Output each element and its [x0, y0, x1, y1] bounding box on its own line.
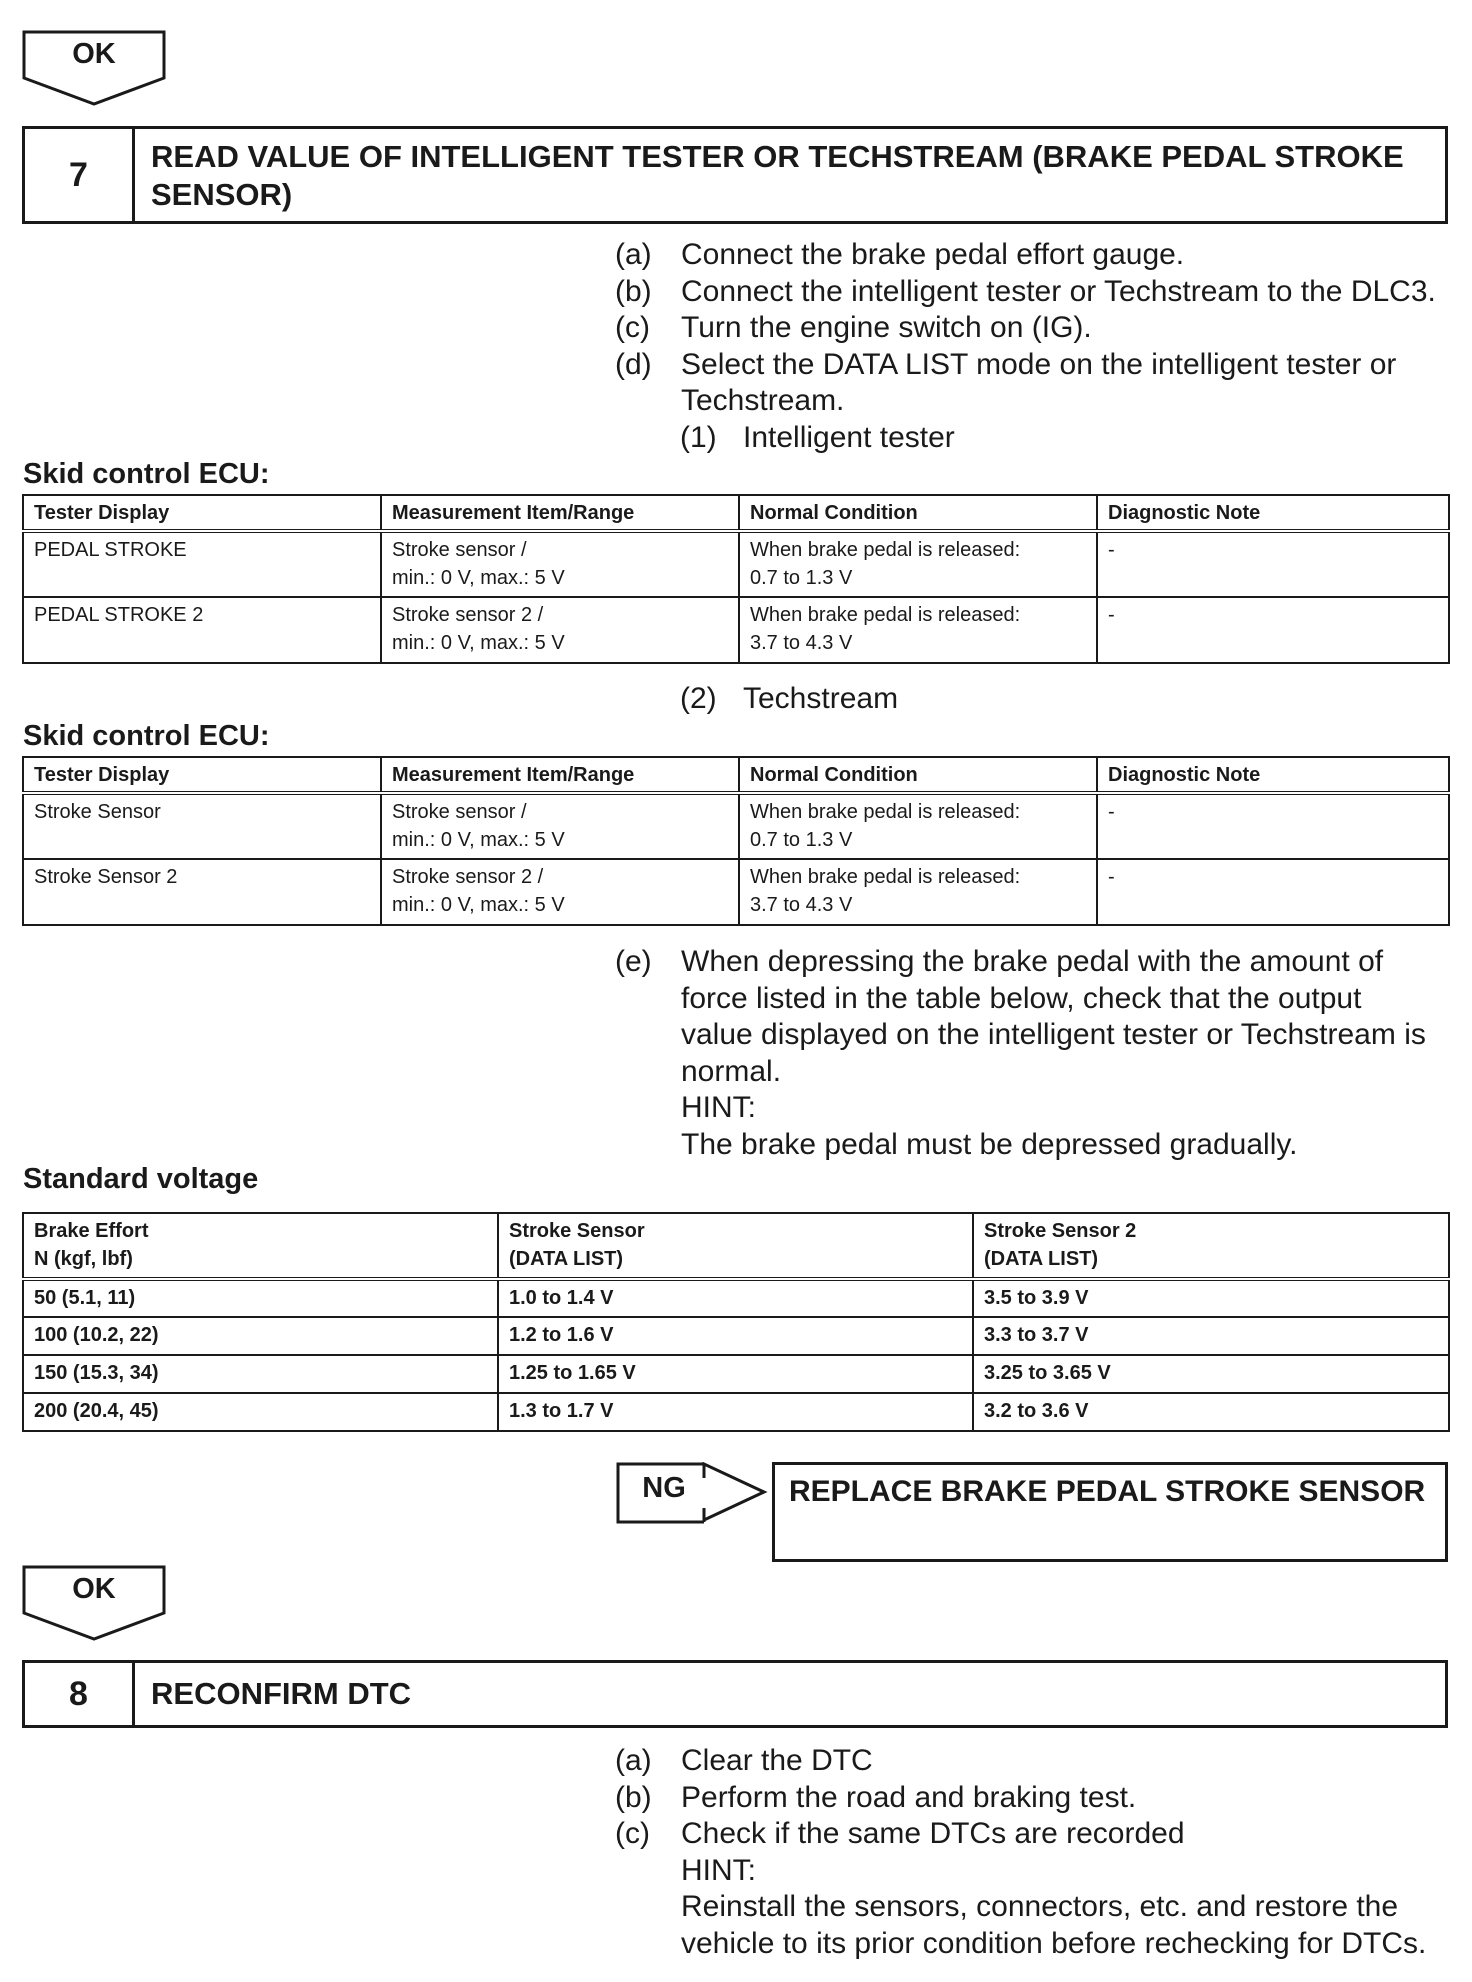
ok-flow-arrow [22, 1565, 166, 1643]
cell-line: When brake pedal is released: [750, 604, 1021, 626]
item-marker: (d) [615, 347, 652, 381]
cell-line: min.: 0 V, max.: 5 V [392, 567, 565, 589]
procedure-item [615, 1743, 1465, 1780]
step-title-line: SENSOR) [151, 177, 293, 212]
ok-flow-arrow [22, 30, 166, 108]
cell-line: 0.7 to 1.3 V [750, 829, 853, 851]
table-cell: 200 (20.4, 45) [23, 1393, 498, 1431]
procedure-item [615, 310, 1465, 347]
item-marker: (1) [680, 420, 717, 454]
table-cell [381, 859, 739, 925]
standard-voltage-table [22, 1212, 1450, 1432]
ng-flow-arrow [616, 1462, 776, 1531]
replace-sensor-action-box [772, 1462, 1448, 1562]
cell-line: When brake pedal is released: [750, 866, 1021, 888]
item-text: Techstream [743, 682, 899, 715]
table-cell: 3.5 to 3.9 V [973, 1279, 1449, 1317]
item-text: When depressing the brake pedal with the amount of [681, 945, 1384, 978]
table-cell [381, 597, 739, 663]
procedure-list [615, 1743, 1465, 1962]
column-header: Normal Condition [739, 495, 1097, 531]
item-marker: (2) [680, 682, 717, 715]
header-line: (DATA LIST) [984, 1248, 1099, 1270]
column-header: Normal Condition [739, 757, 1097, 793]
column-header [498, 1213, 973, 1279]
procedure-list [615, 681, 1465, 718]
table-header-row [23, 495, 1449, 531]
table-cell: 50 (5.1, 11) [23, 1279, 498, 1317]
action-text: REPLACE BRAKE PEDAL STROKE SENSOR [789, 1475, 1426, 1508]
table-cell: 3.3 to 3.7 V [973, 1317, 1449, 1355]
column-header: Diagnostic Note [1097, 495, 1449, 531]
table-cell: 1.3 to 1.7 V [498, 1393, 973, 1431]
table-row [23, 793, 1449, 859]
procedure-item [615, 274, 1465, 311]
step-title: RECONFIRM DTC [151, 1676, 412, 1711]
item-marker: (b) [615, 274, 652, 308]
cell-line: 0.7 to 1.3 V [750, 567, 853, 589]
item-text: force listed in the table below, check that the output [681, 981, 1362, 1015]
table-cell: - [1097, 859, 1449, 925]
item-marker: (e) [615, 945, 652, 978]
table-cell: 1.0 to 1.4 V [498, 1279, 973, 1317]
table-cell [381, 793, 739, 859]
column-header: Tester Display [23, 757, 381, 793]
hint-text: The brake pedal must be depressed gradually. [681, 1127, 1298, 1161]
column-header: Measurement Item/Range [381, 757, 739, 793]
header-line: Stroke Sensor 2 [984, 1220, 1137, 1242]
step-number: 7 [25, 129, 135, 221]
step-number: 8 [25, 1663, 135, 1725]
item-marker: (b) [615, 1780, 652, 1814]
cell-line: min.: 0 V, max.: 5 V [392, 894, 565, 916]
table-row [23, 531, 1449, 597]
item-marker: (c) [615, 1817, 650, 1850]
procedure-item [615, 237, 1465, 274]
table-cell [739, 793, 1097, 859]
step-title-line: READ VALUE OF INTELLIGENT TESTER OR TECHSTREAM (BRAKE PEDAL STROKE [151, 139, 1404, 174]
column-header [973, 1213, 1449, 1279]
cell-line: When brake pedal is released: [750, 801, 1021, 823]
skid-ecu-table-techstream [22, 756, 1450, 926]
item-text: Connect the brake pedal effort gauge. [681, 238, 1185, 271]
cell-line: 3.7 to 4.3 V [750, 632, 853, 654]
hint-text: vehicle to its prior condition before rechecking for DTCs. [681, 1926, 1427, 1960]
step-7-header [22, 126, 1448, 224]
column-header [23, 1213, 498, 1279]
table-header-row [23, 1213, 1449, 1279]
ng-label: NG [642, 1472, 686, 1504]
procedure-list [615, 237, 1465, 456]
table-row [23, 1279, 1449, 1317]
procedure-item [615, 944, 1465, 1090]
step-title [151, 138, 1431, 214]
ok-label: OK [72, 38, 116, 70]
table-row [23, 1393, 1449, 1431]
table-row [23, 1317, 1449, 1355]
table-2-label: Skid control ECU: [23, 720, 270, 752]
table-cell: Stroke Sensor [23, 793, 381, 859]
item-text: Select the DATA LIST mode on the intelligent tester or [681, 347, 1397, 381]
cell-line: Stroke sensor 2 / [392, 604, 544, 626]
table-3-label: Standard voltage [23, 1163, 259, 1195]
table-cell: 1.25 to 1.65 V [498, 1355, 973, 1393]
table-cell [739, 597, 1097, 663]
item-text: Perform the road and braking test. [681, 1780, 1137, 1814]
item-text: Techstream. [681, 384, 845, 417]
cell-line: min.: 0 V, max.: 5 V [392, 829, 565, 851]
column-header: Measurement Item/Range [381, 495, 739, 531]
table-1-label: Skid control ECU: [23, 458, 270, 490]
table-cell: - [1097, 793, 1449, 859]
hint-label: HINT: [681, 1853, 756, 1887]
table-header-row [23, 757, 1449, 793]
item-marker: (a) [615, 1744, 652, 1777]
header-line: (DATA LIST) [509, 1248, 624, 1270]
table-cell: - [1097, 531, 1449, 597]
item-text: normal. [681, 1054, 782, 1088]
hint-text: Reinstall the sensors, connectors, etc. and restore the [681, 1890, 1399, 1923]
procedure-subitem [615, 681, 1465, 718]
cell-line: Stroke sensor / [392, 801, 527, 823]
table-cell: PEDAL STROKE [23, 531, 381, 597]
item-text: Connect the intelligent tester or Techstream to the DLC3. [681, 274, 1436, 308]
item-text: Clear the DTC [681, 1744, 873, 1777]
item-text: Intelligent tester [743, 420, 955, 454]
table-cell: - [1097, 597, 1449, 663]
table-cell: PEDAL STROKE 2 [23, 597, 381, 663]
cell-line: Stroke sensor / [392, 539, 527, 561]
procedure-list [615, 944, 1465, 1163]
table-cell [739, 531, 1097, 597]
table-cell [739, 859, 1097, 925]
item-marker: (c) [615, 311, 650, 344]
item-text: Check if the same DTCs are recorded [681, 1817, 1185, 1850]
column-header: Tester Display [23, 495, 381, 531]
table-row [23, 597, 1449, 663]
hint-label: HINT: [681, 1091, 756, 1124]
procedure-item [615, 1780, 1465, 1817]
table-row [23, 1355, 1449, 1393]
table-cell [381, 531, 739, 597]
column-header: Diagnostic Note [1097, 757, 1449, 793]
table-cell: 1.2 to 1.6 V [498, 1317, 973, 1355]
table-cell: Stroke Sensor 2 [23, 859, 381, 925]
table-cell: 3.25 to 3.65 V [973, 1355, 1449, 1393]
ok-label: OK [72, 1573, 116, 1605]
header-line: N (kgf, lbf) [34, 1248, 133, 1270]
item-marker: (a) [615, 238, 652, 271]
table-cell: 150 (15.3, 34) [23, 1355, 498, 1393]
cell-line: When brake pedal is released: [750, 539, 1021, 561]
skid-ecu-table-intelligent-tester [22, 494, 1450, 664]
header-line: Stroke Sensor [509, 1220, 645, 1242]
step-8-header [22, 1660, 1448, 1728]
cell-line: 3.7 to 4.3 V [750, 894, 853, 916]
item-text: Turn the engine switch on (IG). [681, 311, 1092, 344]
cell-line: Stroke sensor 2 / [392, 866, 544, 888]
table-cell: 100 (10.2, 22) [23, 1317, 498, 1355]
procedure-subitem [615, 420, 1465, 457]
item-text: value displayed on the intelligent tester or Techstream is [681, 1018, 1426, 1051]
table-row [23, 859, 1449, 925]
procedure-item [615, 347, 1465, 420]
header-line: Brake Effort [34, 1220, 149, 1242]
table-cell: 3.2 to 3.6 V [973, 1393, 1449, 1431]
cell-line: min.: 0 V, max.: 5 V [392, 632, 565, 654]
procedure-item [615, 1816, 1465, 1853]
